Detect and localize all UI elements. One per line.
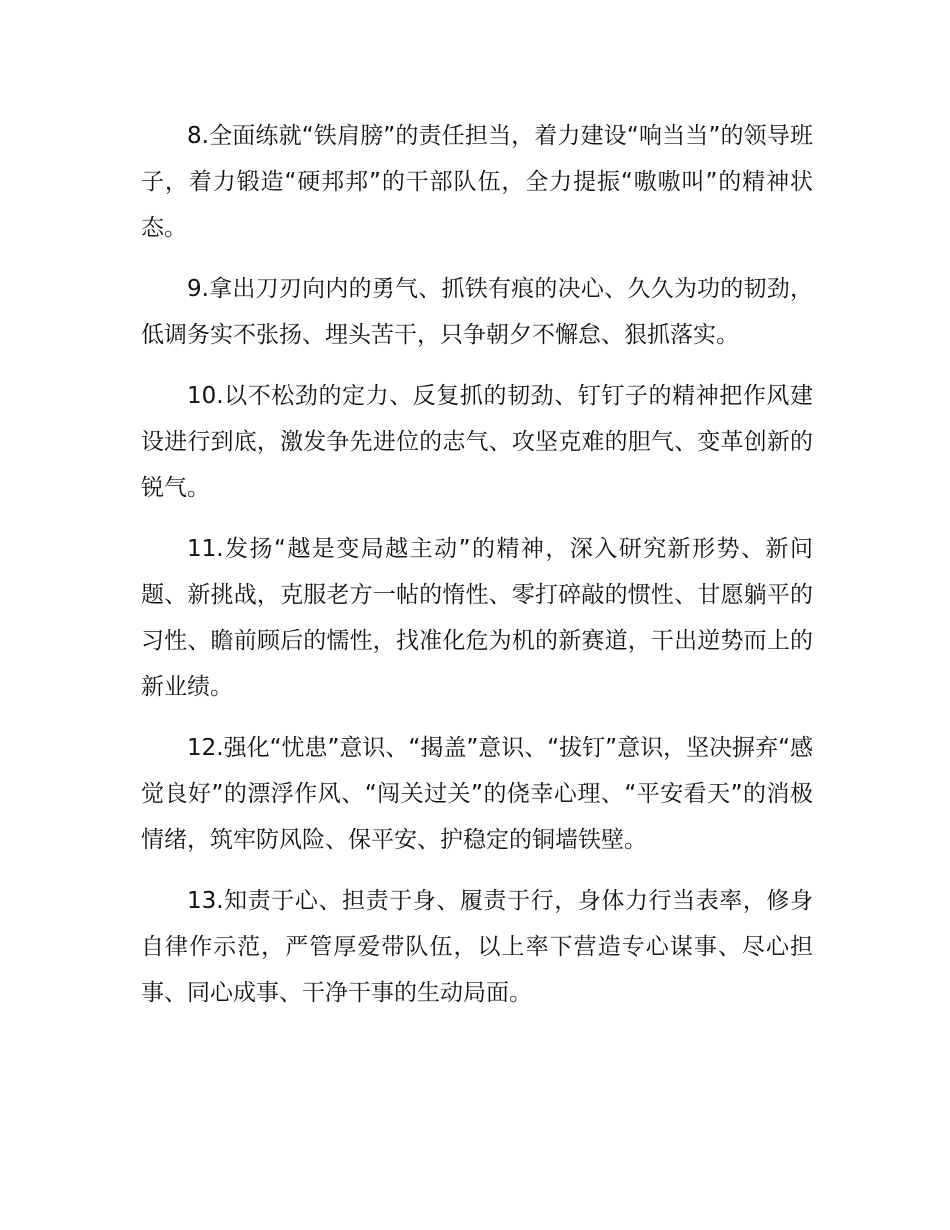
paragraph-13: 13.知责于心、担责于身、履责于行，身体力行当表率，修身自律作示范，严管厚爱带队伍，以上率下营造专心谋事、尽心担事、同心成事、干净干事的生动局面。 (141, 888, 813, 1006)
document-body (141, 113, 813, 1031)
paragraph-12: 12.强化“忧患”意识、“揭盖”意识、“拔钉”意识，坚决摒弃“感觉良好”的漂浮作风、“闯关过关”的侥幸心理、“平安看天”的消极情绪，筑牢防风险、保平安、护稳定的铜墙铁壁。 (141, 735, 813, 853)
paragraph-9: 9.拿出刀刃向内的勇气、抓铁有痕的决心、久久为功的韧劲，低调务实不张扬、埋头苦干，只争朝夕不懈怠、狠抓落实。 (141, 276, 813, 348)
paragraph-8: 8.全面练就“铁肩膀”的责任担当，着力建设“响当当”的领导班子，着力锻造“硬邦邦”的干部队伍，全力提振“嗷嗷叫”的精神状态。 (141, 123, 813, 241)
paragraph-10: 10.以不松劲的定力、反复抓的韧劲、钉钉子的精神把作风建设进行到底，激发争先进位的志气、攻坚克难的胆气、变革创新的锐气。 (141, 383, 813, 501)
paragraph-11: 11.发扬“越是变局越主动”的精神，深入研究新形势、新问题、新挑战，克服老方一帖的惰性、零打碎敲的惯性、甘愿躺平的习性、瞻前顾后的懦性，找准化危为机的新赛道，干出逆势而上的新业绩。 (141, 536, 813, 700)
